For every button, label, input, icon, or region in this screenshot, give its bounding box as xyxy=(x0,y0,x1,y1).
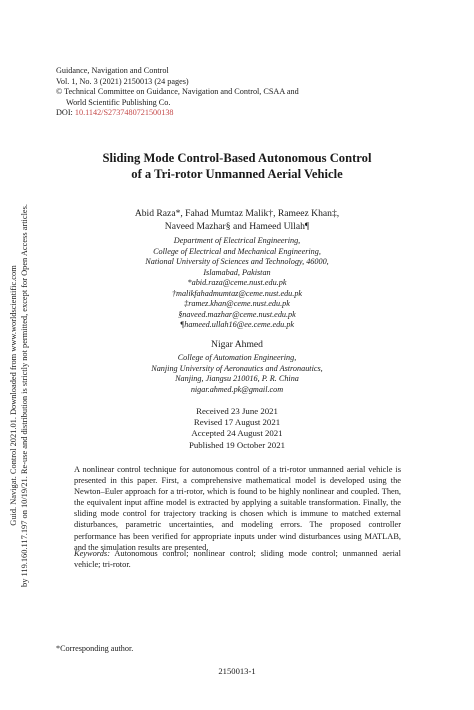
doi-link[interactable]: 10.1142/S2737480721500138 xyxy=(74,108,174,118)
second-author: Nigar Ahmed xyxy=(211,339,263,350)
doi-label: DOI: xyxy=(56,108,73,118)
date-accepted: Accepted 24 August 2021 xyxy=(191,428,283,439)
download-notice xyxy=(2,160,36,630)
journal-doi-line xyxy=(56,108,299,119)
keywords xyxy=(74,548,401,570)
affiliation-2-line: Nanjing, Jiangsu 210016, P. R. China xyxy=(175,374,299,383)
author-email[interactable]: nigar.ahmed.pk@gmail.com xyxy=(190,384,284,394)
journal-volume: Vol. 1, No. 3 (2021) 2150013 (24 pages) xyxy=(56,76,189,86)
affiliation-1-line: College of Electrical and Mechanical Engineering, xyxy=(153,246,321,256)
keywords-label: Keywords: xyxy=(74,549,110,558)
journal-info xyxy=(56,66,299,119)
author-email[interactable]: ¶hameed.ullah16@ee.ceme.edu.pk xyxy=(179,320,295,329)
author-list-line2: Naveed Mazhar§ and Hameed Ullah¶ xyxy=(164,220,310,232)
paper-title xyxy=(40,150,434,182)
affiliation-2-line: Nanjing University of Aeronautics and Astronautics, xyxy=(151,363,323,373)
journal-name: Guidance, Navigation and Control xyxy=(56,66,169,75)
affiliation-1 xyxy=(40,236,434,331)
author-list-line1: Abid Raza*, Fahad Mumtaz Malik†, Rameez Khan‡, xyxy=(134,208,340,219)
affiliation-1-line: Department of Electrical Engineering, xyxy=(173,236,301,245)
date-received: Received 23 June 2021 xyxy=(196,406,278,416)
journal-publisher: World Scientific Publishing Co. xyxy=(66,97,171,107)
author-email[interactable]: †malikfahadmumtaz@ceme.nust.edu.pk xyxy=(171,288,303,298)
affiliation-1-line: National University of Sciences and Technology, 46000, xyxy=(145,257,329,266)
author-list xyxy=(40,208,434,233)
corresponding-author-footnote: *Corresponding author. xyxy=(56,644,134,653)
publication-dates xyxy=(40,406,434,451)
affiliation-2-line: College of Automation Engineering, xyxy=(177,353,297,362)
abstract-text: A nonlinear control technique for autonomous control of a tri-rotor unmanned aerial vehicle is presented in this paper. First, a comprehensive mathematical model is developed using the Newton–Euler approach for a tri-rotor, which is found to be highly nonlinear and coupled. Then, the equivalent input affine model is extracted by applying a suitable transformation. Finally, the sliding mode control for trajectory tracking is chosen which is immune to matched external disturbances, parametric uncertainties, and modeling errors. The proposed controller performance has been verified for appropriate inputs under wind disturbances using MATLAB, and the simulation results are presented. xyxy=(74,465,401,552)
author-email[interactable]: *abid.raza@ceme.nust.edu.pk xyxy=(187,278,287,287)
download-notice-line2: by 119.160.117.197 on 10/19/21. Re-use and distribution is strictly not permitted, except for Open Access articles. xyxy=(19,203,28,587)
author-email[interactable]: ‡ramez.khan@ceme.nust.edu.pk xyxy=(184,299,290,308)
affiliation-2 xyxy=(40,353,434,395)
date-revised: Revised 17 August 2021 xyxy=(193,417,281,428)
paper-title-line2: of a Tri-rotor Unmanned Aerial Vehicle xyxy=(131,167,343,181)
download-notice-line1: Guid. Navigat. Control 2021.01. Downloaded from www.worldscientific.com xyxy=(8,264,18,526)
journal-copyright: © Technical Committee on Guidance, Navigation and Control, CSAA and xyxy=(56,87,299,97)
author-email[interactable]: §naveed.mazhar@ceme.nust.edu.pk xyxy=(178,309,296,319)
keywords-text: Autonomous control; nonlinear control; sliding mode control; unmanned aerial vehicle; tri-rotor. xyxy=(74,549,401,570)
date-published: Published 19 October 2021 xyxy=(188,439,286,450)
paper-title-line1: Sliding Mode Control-Based Autonomous Control xyxy=(102,151,372,165)
page-number: 2150013-1 xyxy=(218,666,256,676)
affiliation-1-line: Islamabad, Pakistan xyxy=(203,267,271,277)
